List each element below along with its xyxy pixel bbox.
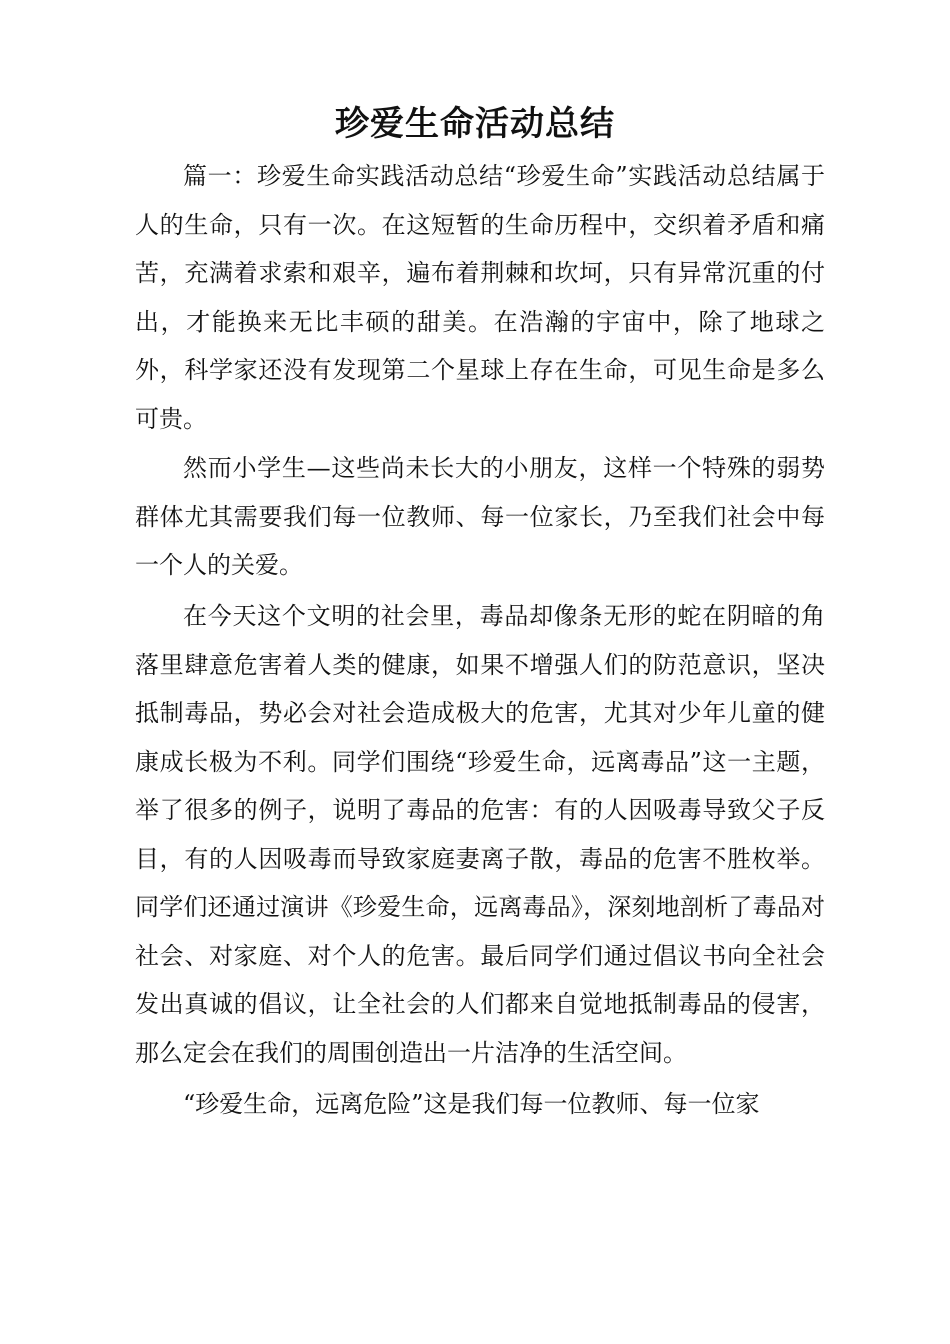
paragraph-2: 然而小学生—这些尚未长大的小朋友，这样一个特殊的弱势群体尤其需要我们每一位教师、每一位家长，乃至我们社会中每一个人的关爱。 [135, 454, 825, 579]
paragraph-3: 在今天这个文明的社会里，毒品却像条无形的蛇在阴暗的角落里肆意危害着人类的健康，如果不增强人们的防范意识，坚决抵制毒品，势必会对社会造成极大的危害，尤其对少年儿童的健康成长极为不利。同学们围绕“珍爱生命，远离毒品”这一主题，举了很多的例子，说明了毒品的危害：有的人因吸毒导致父子反目，有的人因吸毒而导致家庭妻离子散，毒品的危害不胜枚举。同学们还通过演讲《珍爱生命，远离毒品》，深刻地剖析了毒品对社会、对家庭、对个人的危害。最后同学们通过倡议书向全社会发出真诚的倡议，让全社会的人们都来自觉地抵制毒品的侵害，那么定会在我们的周围创造出一片洁净的生活空间。 [135, 602, 825, 1067]
document-body [135, 152, 825, 1128]
paragraph-4: “珍爱生命，远离危险”这是我们每一位教师、每一位家 [183, 1089, 760, 1118]
document-title: 珍爱生命活动总结 [335, 104, 615, 144]
paragraph-1: 篇一：珍爱生命实践活动总结“珍爱生命”实践活动总结属于人的生命，只有一次。在这短暂的生命历程中，交织着矛盾和痛苦，充满着求索和艰辛，遍布着荆棘和坎坷，只有异常沉重的付出，才能换来无比丰硕的甜美。在浩瀚的宇宙中，除了地球之外，科学家还没有发现第二个星球上存在生命，可见生命是多么可贵。 [135, 162, 825, 433]
